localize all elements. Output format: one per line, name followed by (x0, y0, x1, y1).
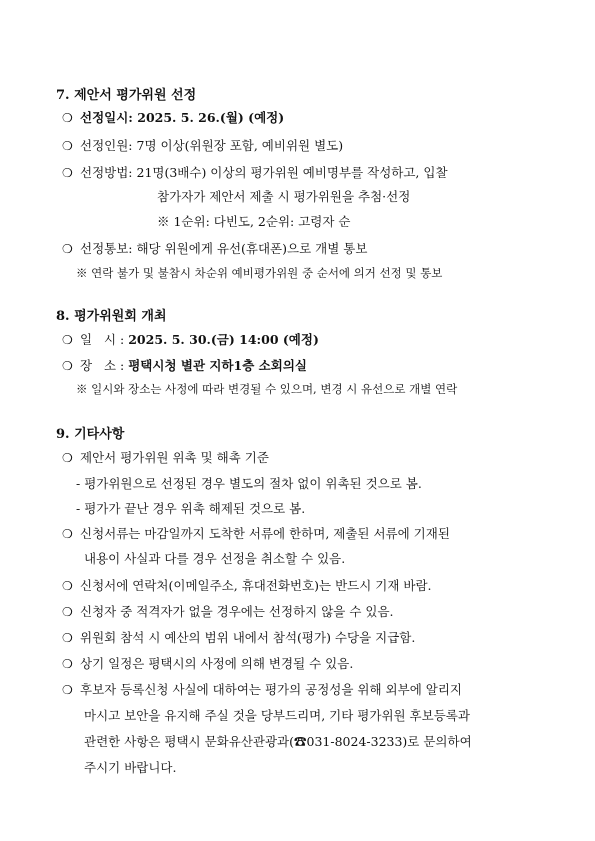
s9-allowance-text: 위원회 참석 시 예산의 범위 내에서 참석(평가) 수당을 지급함. (80, 630, 416, 645)
s7-method-line2: 참가자가 제안서 제출 시 평가위원을 추첨·선정 (157, 189, 411, 204)
s9-docs-line2: 내용이 사실과 다를 경우 선정을 취소할 수 있음. (84, 551, 346, 566)
s8-note: ※ 일시와 장소는 사정에 따라 변경될 수 있으며, 변경 시 유선으로 개별 연락 (76, 382, 458, 396)
section-8-heading: 8. 평가위원회 개최 (56, 309, 167, 324)
s7-notify-text: 선정통보: 해당 위원에게 유선(휴대폰)으로 개별 통보 (80, 241, 368, 256)
s7-item-method (62, 163, 555, 181)
bullet-icon: ❍ (62, 139, 73, 153)
bullet-icon: ❍ (62, 451, 73, 465)
section-7-heading: 7. 제안서 평가위원 선정 (56, 88, 197, 103)
s7-method-text: 선정방법: 21명(3배수) 이상의 평가위원 예비명부를 작성하고, 입찰 (80, 165, 448, 180)
s7-date-text: 선정일시: 2025. 5. 26.(월) (예정) (80, 110, 285, 125)
s7-count-text: 선정인원: 7명 이상(위원장 포함, 예비위원 별도) (80, 138, 344, 153)
s9-item-confidential (62, 680, 555, 698)
s9-schedule-text: 상기 일정은 평택시의 사정에 의해 변경될 수 있음. (80, 656, 354, 671)
s7-item-date (62, 108, 555, 126)
s9-criteria-text: 제안서 평가위원 위촉 및 해촉 기준 (80, 450, 269, 465)
s9-item-noqualified (62, 602, 555, 620)
s8-place-value: 평택시청 별관 지하1층 소회의실 (128, 358, 307, 373)
s9-noqualified-text: 신청자 중 적격자가 없을 경우에는 선정하지 않을 수 있음. (80, 604, 394, 619)
s8-datetime-label: 일 시 : (80, 332, 129, 347)
s7-method-note: ※ 1순위: 다빈도, 2순위: 고령자 순 (157, 214, 351, 229)
s9-confidential-text: 후보자 등록신청 사실에 대하여는 평가의 공정성을 위해 외부에 알리지 (80, 682, 462, 697)
s9-item-criteria (62, 448, 555, 466)
s8-item-place (62, 356, 555, 374)
s9-docs-text: 신청서류는 마감일까지 도착한 서류에 한하며, 제출된 서류에 기재된 (80, 526, 450, 541)
s9-item-allowance (62, 628, 555, 646)
bullet-icon: ❍ (62, 527, 73, 541)
section-9-heading: 9. 기타사항 (56, 427, 125, 442)
s9-item-docs (62, 524, 555, 542)
bullet-icon: ❍ (62, 579, 73, 593)
s9-item-contact (62, 576, 555, 594)
s8-item-datetime (62, 330, 555, 348)
s9-item-schedule (62, 654, 555, 672)
s9-confidential-line3: 관련한 사항은 평택시 문화유산관광과(☎031-8024-3233)로 문의하여 (84, 734, 472, 749)
bullet-icon: ❍ (62, 683, 73, 697)
s7-item-count (62, 136, 555, 154)
s9-confidential-line4: 주시기 바랍니다. (84, 760, 177, 775)
s7-note: ※ 연락 불가 및 불참시 차순위 예비평가위원 중 순서에 의거 선정 및 통보 (76, 266, 443, 280)
bullet-icon: ❍ (62, 631, 73, 645)
bullet-icon: ❍ (62, 657, 73, 671)
s8-datetime-value: 2025. 5. 30.(금) 14:00 (예정) (128, 332, 319, 347)
bullet-icon: ❍ (62, 605, 73, 619)
s9-confidential-line2: 마시고 보안을 유지해 주실 것을 당부드리며, 기타 평가위원 후보등록과 (84, 708, 470, 723)
s8-place-label: 장 소 : (80, 358, 129, 373)
s9-contact-text: 신청서에 연락처(이메일주소, 휴대전화번호)는 반드시 기재 바람. (80, 578, 432, 593)
s7-item-notify (62, 239, 555, 257)
bullet-icon: ❍ (62, 333, 73, 347)
bullet-icon: ❍ (62, 359, 73, 373)
bullet-icon: ❍ (62, 166, 73, 180)
bullet-icon: ❍ (62, 111, 73, 125)
s9-criteria-dash2: - 평가가 끝난 경우 위촉 해제된 것으로 봄. (76, 501, 306, 516)
s9-criteria-dash1: - 평가위원으로 선정된 경우 별도의 절차 없이 위촉된 것으로 봄. (76, 476, 422, 491)
bullet-icon: ❍ (62, 242, 73, 256)
